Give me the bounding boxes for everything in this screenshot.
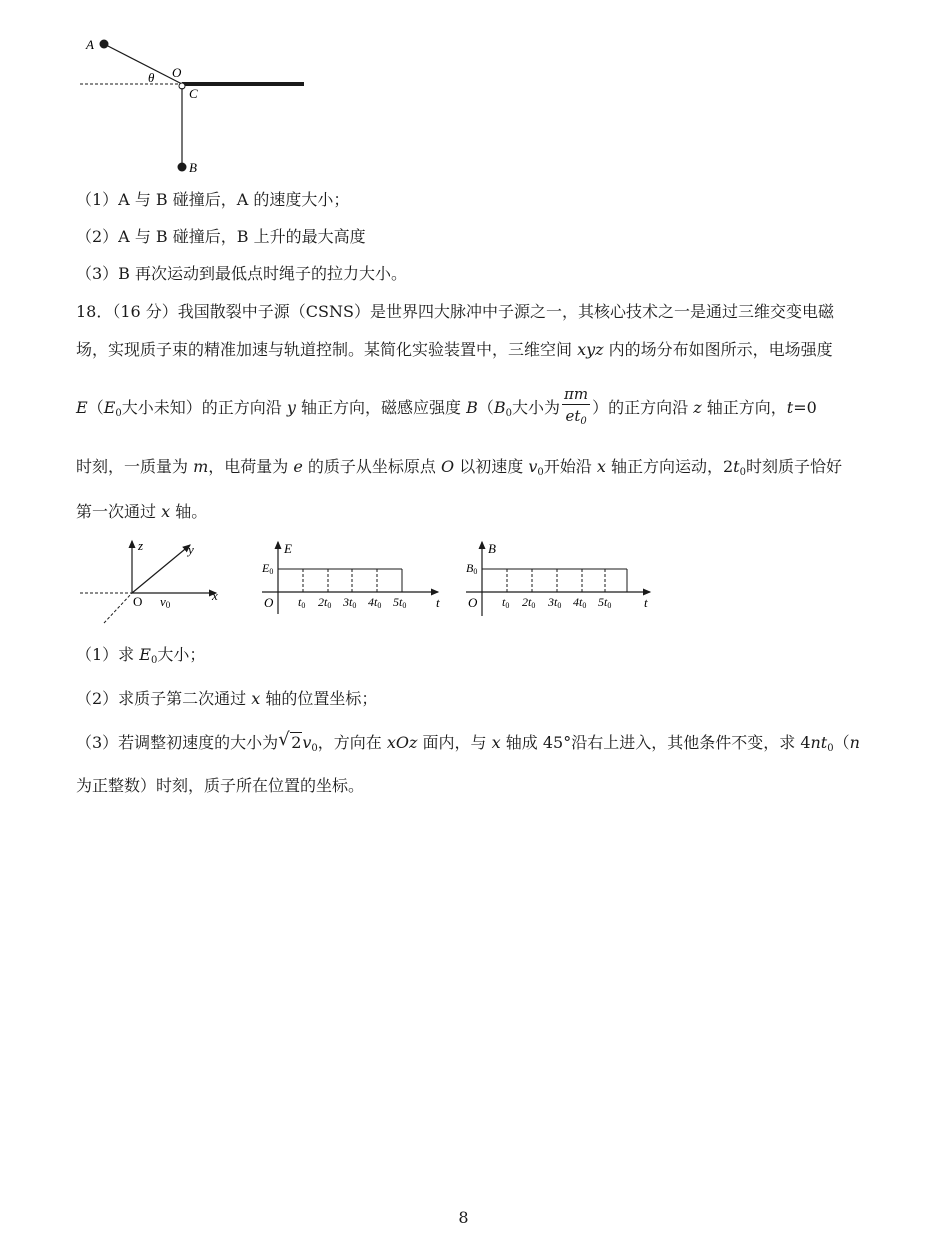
pendulum-figure — [76, 30, 316, 180]
e-t-graph — [258, 538, 448, 618]
ball-a — [100, 40, 109, 49]
tick-t0: t0 — [502, 595, 510, 610]
label-t: t — [436, 595, 440, 610]
q18-part-1: （1）求 $E_0$大小； — [76, 645, 206, 666]
q18-line-2: 场，实现质子束的精准加速与轨道控制。某简化实验装置中，三维空间 xyz 内的场分布如图所示，电场强度 — [76, 340, 833, 359]
tick-2t0: 2t0 — [318, 595, 332, 610]
q17-part-3: （3）B 再次运动到最低点时绳子的拉力大小。 — [76, 264, 408, 283]
label-v0: v0 — [160, 594, 171, 610]
y-axis-negative — [104, 593, 132, 623]
sqrt-two: √ 2 — [278, 729, 302, 752]
ball-b — [178, 163, 187, 172]
q18-line-4: 时刻，一质量为 m，电荷量为 e 的质子从坐标原点 O 以初速度 $v_0$开始沿 x 轴正方向运动，$2t_0$时刻质子恰好 — [76, 457, 842, 478]
fraction-pi-m-over-e-t0: $\frac{\pi m}{et_0}$ — [564, 385, 589, 427]
tick-4t0: 4t0 — [573, 595, 587, 610]
label-x: x — [212, 588, 218, 603]
label-y: y — [188, 542, 194, 557]
q17-part-2: （2）A 与 B 碰撞后，B 上升的最大高度 — [76, 227, 366, 246]
tick-3t0: 3t0 — [343, 595, 357, 610]
q18-part-3-cont: 为正整数）时刻，质子所在位置的坐标。 — [76, 776, 365, 795]
q18-line-5: 第一次通过 x 轴。 — [76, 502, 208, 521]
axes-3d-figure — [76, 535, 236, 630]
q18-line-1: 18．（16 分）我国散裂中子源（CSNS）是世界四大脉冲中子源之一，其核心技术之一是通过三维交变电磁 — [76, 302, 834, 321]
q18-line-3: $E(E_0$大小未知）的正方向沿 y 轴正方向，磁感应强度 $B(B_0$大小为 $\frac{\pi m}{et_0}$ ）的正方向沿 z 轴正方向，t=0 — [76, 384, 817, 435]
q17-part-1: （1）A 与 B 碰撞后，A 的速度大小； — [76, 190, 350, 209]
label-origin: O — [264, 595, 274, 610]
tick-3t0: 3t0 — [548, 595, 562, 610]
tick-5t0: 5t0 — [393, 595, 407, 610]
q18-part-2: （2）求质子第二次通过 x 轴的位置坐标； — [76, 689, 378, 708]
label-b0: B0 — [466, 561, 478, 576]
label-origin: O — [468, 595, 478, 610]
label-b-axis: B — [488, 541, 496, 556]
tick-2t0: 2t0 — [522, 595, 536, 610]
q18-part-3: （3）若调整初速度的大小为 √ $2v_0$，方向在 xOz 面内，与 x 轴成 45°沿右上进入，其他条件不变，求 $4nt_0(n$ — [76, 729, 860, 754]
tick-4t0: 4t0 — [368, 595, 382, 610]
label-b: B — [189, 160, 197, 175]
label-t: t — [644, 595, 648, 610]
label-e0: E0 — [262, 561, 274, 576]
page-number: 8 — [458, 1208, 469, 1227]
label-e-axis: E — [284, 541, 292, 556]
rope-a — [104, 44, 182, 84]
tick-5t0: 5t0 — [598, 595, 612, 610]
label-origin: O — [133, 594, 143, 609]
tick-t0: t0 — [298, 595, 306, 610]
label-theta: θ — [148, 70, 155, 85]
b-t-graph — [462, 538, 657, 618]
label-a: A — [86, 37, 94, 52]
label-z: z — [138, 538, 144, 553]
label-o: O — [172, 65, 182, 80]
label-c: C — [189, 86, 198, 101]
